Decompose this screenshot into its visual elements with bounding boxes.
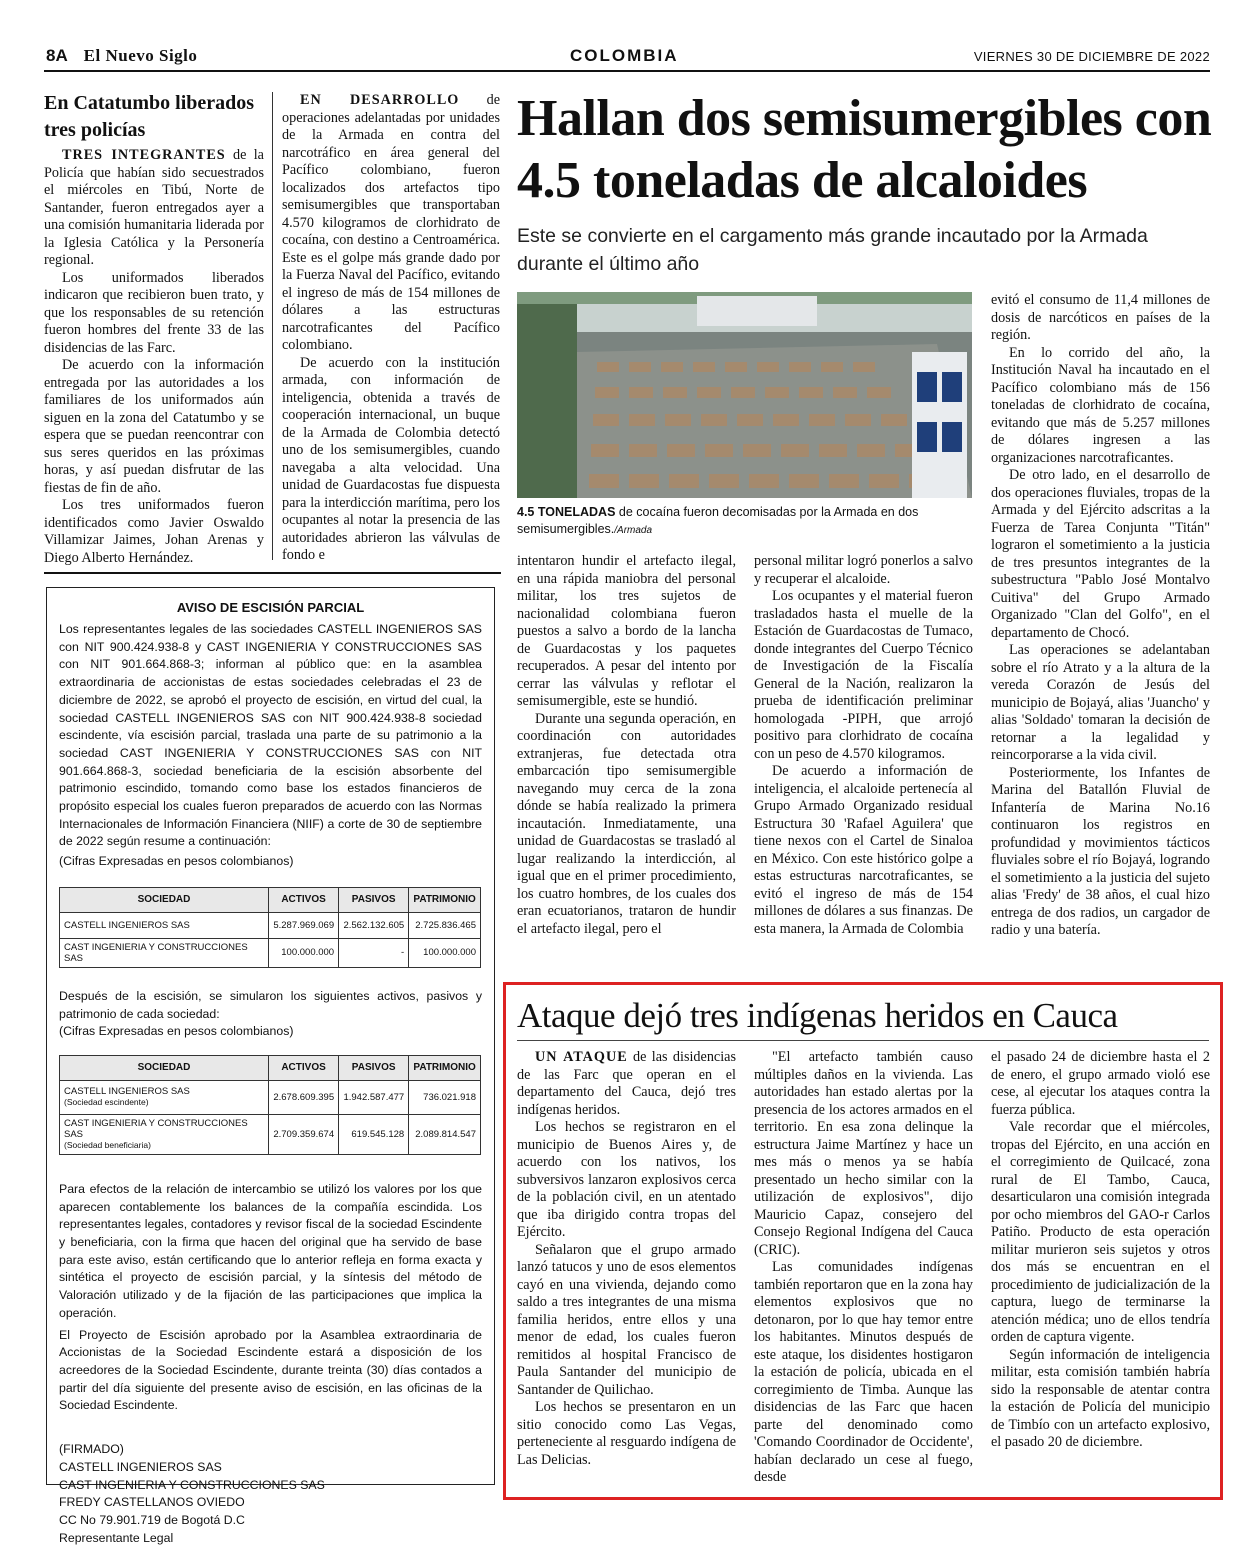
aviso-p2: Después de la escisión, se simularon los siguientes activos, pasivos y patrimonio de cada sociedad:: [59, 988, 482, 1021]
aviso-p4: El Proyecto de Escisión aprobado por la Asamblea extraordinaria de Accionistas de la Sociedad Escindente estará a disposición de los acreedores de la Sociedad Escindente, durante treinta (30) días contados a partir del día siguiente del presente aviso de escisión, en las oficinas de la Sociedad Escindente.: [59, 1327, 482, 1413]
table-cell: CASTELL INGENIEROS SAS (Sociedad escindente): [60, 1080, 269, 1114]
main-col3-p2: Los ocupantes y el material fueron trasladados hasta el muelle de la Estación de Guardacostas de Tumaco, donde integrantes del Cuerpo Técnico de Investigación de la Fiscalía General de la Nación, realizaron la prueba de identificación preliminar homologada -PIPH, que arrojó positivo para clorhidrato de cocaína con un peso de 4.570 kilogramos.: [754, 588, 973, 762]
aviso-cifras-2: (Cifras Expresadas en pesos colombianos): [59, 1024, 294, 1039]
table-cell: 2.089.814.547: [409, 1114, 481, 1154]
cauca-title: Ataque dejó tres indígenas heridos en Cauca: [517, 996, 1118, 1035]
table-cell: -: [339, 938, 409, 967]
table-cell: 619.545.128: [339, 1114, 409, 1154]
main-lead: EN DESARROLLO: [300, 92, 460, 108]
main-col1-p2: De acuerdo con la institución armada, con información de inteligencia, obtenida a través de cooperación internacional, un buque de la Armada de Colombia detectó uno de los semisumergibles, cuando navegaba a alta velocidad. Una unidad de Guardacostas fue dispuesta para la interdicción marítima, pero los ocupantes al notar la presencia de las autoridades abrieron las válvulas de fondo e: [282, 354, 500, 563]
table-cell: 1.942.587.477: [339, 1080, 409, 1114]
main-col2-p2: Durante una segunda operación, en coordinación con autoridades extranjeras, fue detectada otra embarcación tipo semisumergible navegando muy cerca de la zona dónde se había realizado la primera incautación. Inmediatamente, una unidad de Guardacostas se trasladó al lugar realizando la interdicción, al igual que en el primer procedimiento, los cuatro hombres, de los cuales dos eran ecuatorianos, trataron de hundir el artefacto ilegal, pero el: [517, 710, 736, 937]
table-cell: CAST INGENIERIA Y CONSTRUCCIONES SAS: [60, 938, 269, 967]
issue-date: VIERNES 30 DE DICIEMBRE DE 2022: [973, 49, 1210, 64]
cauca-p8: Vale recordar que el miércoles, tropas del Ejército, en una acción en el corregimiento de Quilcacé, zona rural de El Tambo, Cauca, desarticularon una comisión integrada por ocho miembros del GAO-r Carlos Patiño. Producto de esta operación militar murieron seis sujetos y otros dos más se encuentran en el procedimiento de judicialización de la captura, luego de terminarse la atención médica; uno de ellos tendría orden de captura vigente.: [991, 1119, 1210, 1345]
cauca-rule: [517, 1040, 1209, 1041]
table-header: ACTIVOS: [269, 887, 339, 912]
main-col2-p1: intentaron hundir el artefacto ilegal, en una rápida maniobra del personal militar, los tres sujetos de nacionalidad colombiana fueron puestos a salvo a bordo de la lancha de Guardacostas y los paquetes recuperados. A pesar del intento por cerrar las válvulas y reflotar el semisumergible, este se hundió.: [517, 553, 736, 709]
caption-credit: /Armada: [614, 525, 653, 536]
table-row: [60, 912, 481, 938]
aviso-p3: Para efectos de la relación de intercambio se utilizó los valores por los que aparecen contablemente los balances de la compañía escindida. Los representantes legales, contadores y revisor fiscal de la sociedad Escindente y beneficiaria, con la firma que hacen del original que ha servido de base para este aviso, están certificando que lo anterior refleja en forma exacta y sintética el proyecto de escisión parcial, y la síntesis del método de Valoración utilizado y de la fijación de las participaciones que implica la operación.: [59, 1181, 482, 1320]
cauca-p6: Las comunidades indígenas también reportaron que en la zona hay elementos explosivos que no detonaron, por lo que hay temor entre los habitantes. Minutos después de este ataque, los disidentes hostigaron la estación de policía, ubicada en el corregimiento de Timba. Aunque las disidencias de las Farc que hacen parte del denominado como 'Comando Coordinador de Occidente', habían declarado un cese al fuego, desde: [754, 1259, 973, 1485]
table-cell: 2.562.132.605: [339, 912, 409, 938]
aviso-table-2: [59, 1055, 481, 1155]
catatumbo-p4: Los tres uniformados fueron identificados como Javier Oswaldo Villamizar Jaimes, Johan Arenas y Diego Alberto Hernández.: [44, 497, 264, 566]
table-cell: 2.725.836.465: [409, 912, 481, 938]
aviso-box: [46, 587, 495, 1545]
catatumbo-p1: de la Policía que habían sido secuestrados el miércoles en Tibú, Norte de Santander, fueron entregados ayer a una comisión humanitaria liderada por la Iglesia Católica y la Personería regional.: [44, 147, 264, 268]
table-cell: CAST INGENIERIA Y CONSTRUCCIONES SAS (Sociedad beneficiaria): [60, 1114, 269, 1154]
aviso-title: AVISO DE ESCISIÓN PARCIAL: [176, 600, 365, 615]
main-deck: Este se convierte en el cargamento más grande incautado por la Armada durante el último año: [517, 225, 1148, 275]
table-header: PATRIMONIO: [409, 1055, 481, 1080]
table-cell: 736.021.918: [409, 1080, 481, 1114]
catatumbo-p3: De acuerdo con la información entregada por las autoridades a los familiares de los uniformados aún siguen en la zona del Catatumbo y se espera que se puedan reencontrar con sus seres queridos en las próximas horas, y así puedan disfrutar de las fiestas de fin de año.: [44, 357, 264, 496]
cauca-p1: de las disidencias de las Farc que operan en el departamento del Cauca, dejó tres indígenas heridos.: [517, 1049, 736, 1118]
table-header: PASIVOS: [339, 887, 409, 912]
main-col3: [754, 553, 973, 938]
main-col3-p3: De acuerdo a información de inteligencia, el alcaloide pertenecía al Grupo Armado Organizado residual Estructura 30 'Rafael Aguilera' que tiene nexos con el Cartel de Sinaloa en México. Con este histórico golpe a estas estructuras narcotraficantes, se evitó el ingreso de más de 154 millones de dólares a sus finanzas. De esta manera, la Armada de Colombia: [754, 763, 973, 937]
photo-illustration: [517, 292, 972, 498]
cauca-p4: Los hechos se presentaron en un sitio conocido como Las Vegas, perteneciente al resguardo indígena de Las Delicias.: [517, 1399, 736, 1468]
cauca-p7: el pasado 24 de diciembre hasta el 2 de enero, el grupo armado violó ese cese, al ejecutar los ataques contra la fuerza pública.: [991, 1049, 1210, 1118]
aviso-cifras-1: (Cifras Expresadas en pesos colombianos): [59, 854, 294, 869]
newspaper-name: El Nuevo Siglo: [83, 46, 198, 65]
cauca-col2: [754, 1049, 973, 1487]
main-col4-p5: Posteriormente, los Infantes de Marina del Batallón Fluvial de Infantería de Marina No.16 continuaron los registros en profundidad y movimientos tácticos fluviales sobre el río Bojayá, logrando el sometimiento a la justicia del sujeto alias 'Fredy' de 38 años, el cual hizo entrega de dos radios, un cargador de radio y una batería.: [991, 764, 1210, 938]
catatumbo-title: En Catatumbo liberados tres policías: [44, 92, 255, 141]
main-col1-p1: de operaciones adelantadas por unidades de la Armada en contra del narcotráfico en área general del Pacífico colombiano, fueron localizados dos artefactos tipo semisumergibles que transportaban 4.570 kilogramos de clorhidrato de cocaína, con destino a Centroamérica. Este es el golpe más grande dado por la Fuerza Naval del Pacífico, evitando el ingreso de más de 154 millones de dólares a las estructuras narcotraficantes del Pacífico colombiano.: [282, 92, 500, 353]
table-cell: 2.709.359.674: [269, 1114, 339, 1154]
main-col3-p1: personal militar logró ponerlos a salvo y recuperar el alcaloide.: [754, 553, 973, 587]
main-col4: [991, 292, 1210, 940]
main-col4-p1: evitó el consumo de 11,4 millones de dosis de narcóticos en países de la región.: [991, 292, 1210, 343]
main-col4-p3: De otro lado, en el desarrollo de dos operaciones fluviales, tropas de la Armada y del Ejército adscritas a la Fuerza de Tarea Conjunta "Titán" lograron el sometimiento a la justicia de tres presuntos integrantes de la subestructura "Pablo José Montalvo Cuitiva" del Grupo Armado Organizado "Clan del Golfo", en el departamento de Chocó.: [991, 467, 1210, 641]
table-row: [60, 1114, 481, 1154]
aviso-table-1: [59, 887, 481, 968]
cauca-p2: Los hechos se registraron en el municipio de Buenos Aires y, de acuerdo con los nativos, los subversivos lanzaron explosivos cerca de la población civil, en un atentado que iba dirigido contra tropas del Ejército.: [517, 1119, 736, 1240]
aviso-firmado: (FIRMADO): [59, 1442, 124, 1457]
table-row: [60, 938, 481, 967]
cauca-col3: [991, 1049, 1210, 1452]
main-headline-block: [517, 88, 1217, 212]
table-cell: 100.000.000: [409, 938, 481, 967]
table-cell: CASTELL INGENIEROS SAS: [60, 912, 269, 938]
main-headline: Hallan dos semisumergibles con 4.5 toneladas de alcaloides: [517, 90, 1212, 209]
cauca-p9: Según información de inteligencia militar, esta comisión también habría sido la responsable de atentar contra la estación de Policía del municipio de Timbío con un artefacto explosivo, el pasado 20 de diciembre.: [991, 1346, 1210, 1450]
column-divider: [272, 92, 273, 560]
table-cell: 5.287.969.069: [269, 912, 339, 938]
cocaine-photo: [517, 292, 972, 498]
aviso-signature: CASTELL INGENIEROS SAS CAST INGENIERIA Y CONSTRUCCIONES SAS FREDY CASTELLANOS OVIEDO CC No 79.901.719 de Bogotá D.C Representante Legal: [59, 1459, 325, 1545]
page-number: 8A: [46, 46, 68, 65]
table-cell: 2.678.609.395: [269, 1080, 339, 1114]
cauca-p3: Señalaron que el grupo armado lanzó tatucos y uno de esos elementos cayó en una vivienda, dejando como saldo a tres integrantes de una misma familia heridos, entre ellos y una menor de edad, los cuales fueron remitidos al hospital Francisco de Paula Santander del municipio de Santander de Quilichao.: [517, 1241, 736, 1398]
aviso-rule: [44, 572, 501, 574]
table-header: PATRIMONIO: [409, 887, 481, 912]
page-header-left: [46, 46, 197, 66]
main-col1: [282, 92, 500, 565]
main-col4-p4: Las operaciones se adelantaban sobre el río Atrato y a la altura de la vereda Corazón de Jesús del municipio de Bojayá, alias 'Juancho' y alias 'Soldado' tomaran la decisión de retornar a la legalidad y reincorporarse a la vida civil.: [991, 642, 1210, 763]
catatumbo-article: [44, 90, 264, 567]
catatumbo-lead: TRES INTEGRANTES: [62, 147, 226, 163]
table-row: [60, 1080, 481, 1114]
catatumbo-p2: Los uniformados liberados indicaron que recibieron buen trato, y que los responsables de su retención fueron hombres del frente 33 de las disidencias de las Farc.: [44, 269, 264, 356]
table-header: ACTIVOS: [269, 1055, 339, 1080]
cauca-col1: [517, 1049, 736, 1469]
caption-bold: 4.5 TONELADAS: [517, 505, 616, 519]
table-header: SOCIEDAD: [60, 1055, 269, 1080]
cauca-lead: UN ATAQUE: [535, 1049, 628, 1065]
aviso-p1: Los representantes legales de las sociedades CASTELL INGENIEROS SAS con NIT 900.424.938-8 y CAST INGENIERIA Y CONSTRUCCIONES SAS con NIT 901.664.868-3; informan al público que: en la asamblea extraordinaria de accionistas de estas sociedades celebradas el 23 de diciembre de 2022, se aprobó el proyecto de escisión, en virtud del cual, la sociedad CASTELL INGENIEROS SAS con NIT 900.424.938-8 sociedad escindente, vía escisión parcial, traslada una parte de su patrimonio a la sociedad CAST INGENIERIA Y CONSTRUCCIONES SAS con NIT 901.664.868-3, sociedad beneficiaria de la escisión absorbente del patrimonio escindido, tomando como base los estados financieros de propósito especial los cuales fueron preparados de acuerdo con las Normas Internacionales de Información Financiera (NIIF) a corte de 30 de septiembre de 2022 según resume a continuación:: [59, 622, 482, 849]
table-header: PASIVOS: [339, 1055, 409, 1080]
caption-text: de cocaína fueron decomisadas por la Armada en dos semisumergibles.: [517, 505, 919, 536]
cauca-title-block: [517, 996, 1207, 1036]
cauca-p5: "El artefacto también causo múltiples daños en la vivienda. Las autoridades han estado alertas por la presencia de los actores armados en el territorio. En esa zona delinque la estructura Jaime Martínez y hace un mes más o menos ya se había presentado un hecho similar con la utilización de explosivos", dijo Mauricio Capaz, consejero del Consejo Regional Indígena del Cauca (CRIC).: [754, 1049, 973, 1258]
header-rule: [44, 70, 1210, 72]
photo-caption: [517, 504, 947, 539]
table-header: SOCIEDAD: [60, 887, 269, 912]
main-col2: [517, 553, 736, 938]
main-col4-p2: En lo corrido del año, la Institución Naval ha incautado en el Pacífico colombiano más de 156 toneladas de clorhidrato de cocaína, evitando que más de 5.257 millones de dólares ingresen a las organizaciones narcotraficantes.: [991, 344, 1210, 466]
table-cell: 100.000.000: [269, 938, 339, 967]
section-title: COLOMBIA: [570, 46, 679, 65]
